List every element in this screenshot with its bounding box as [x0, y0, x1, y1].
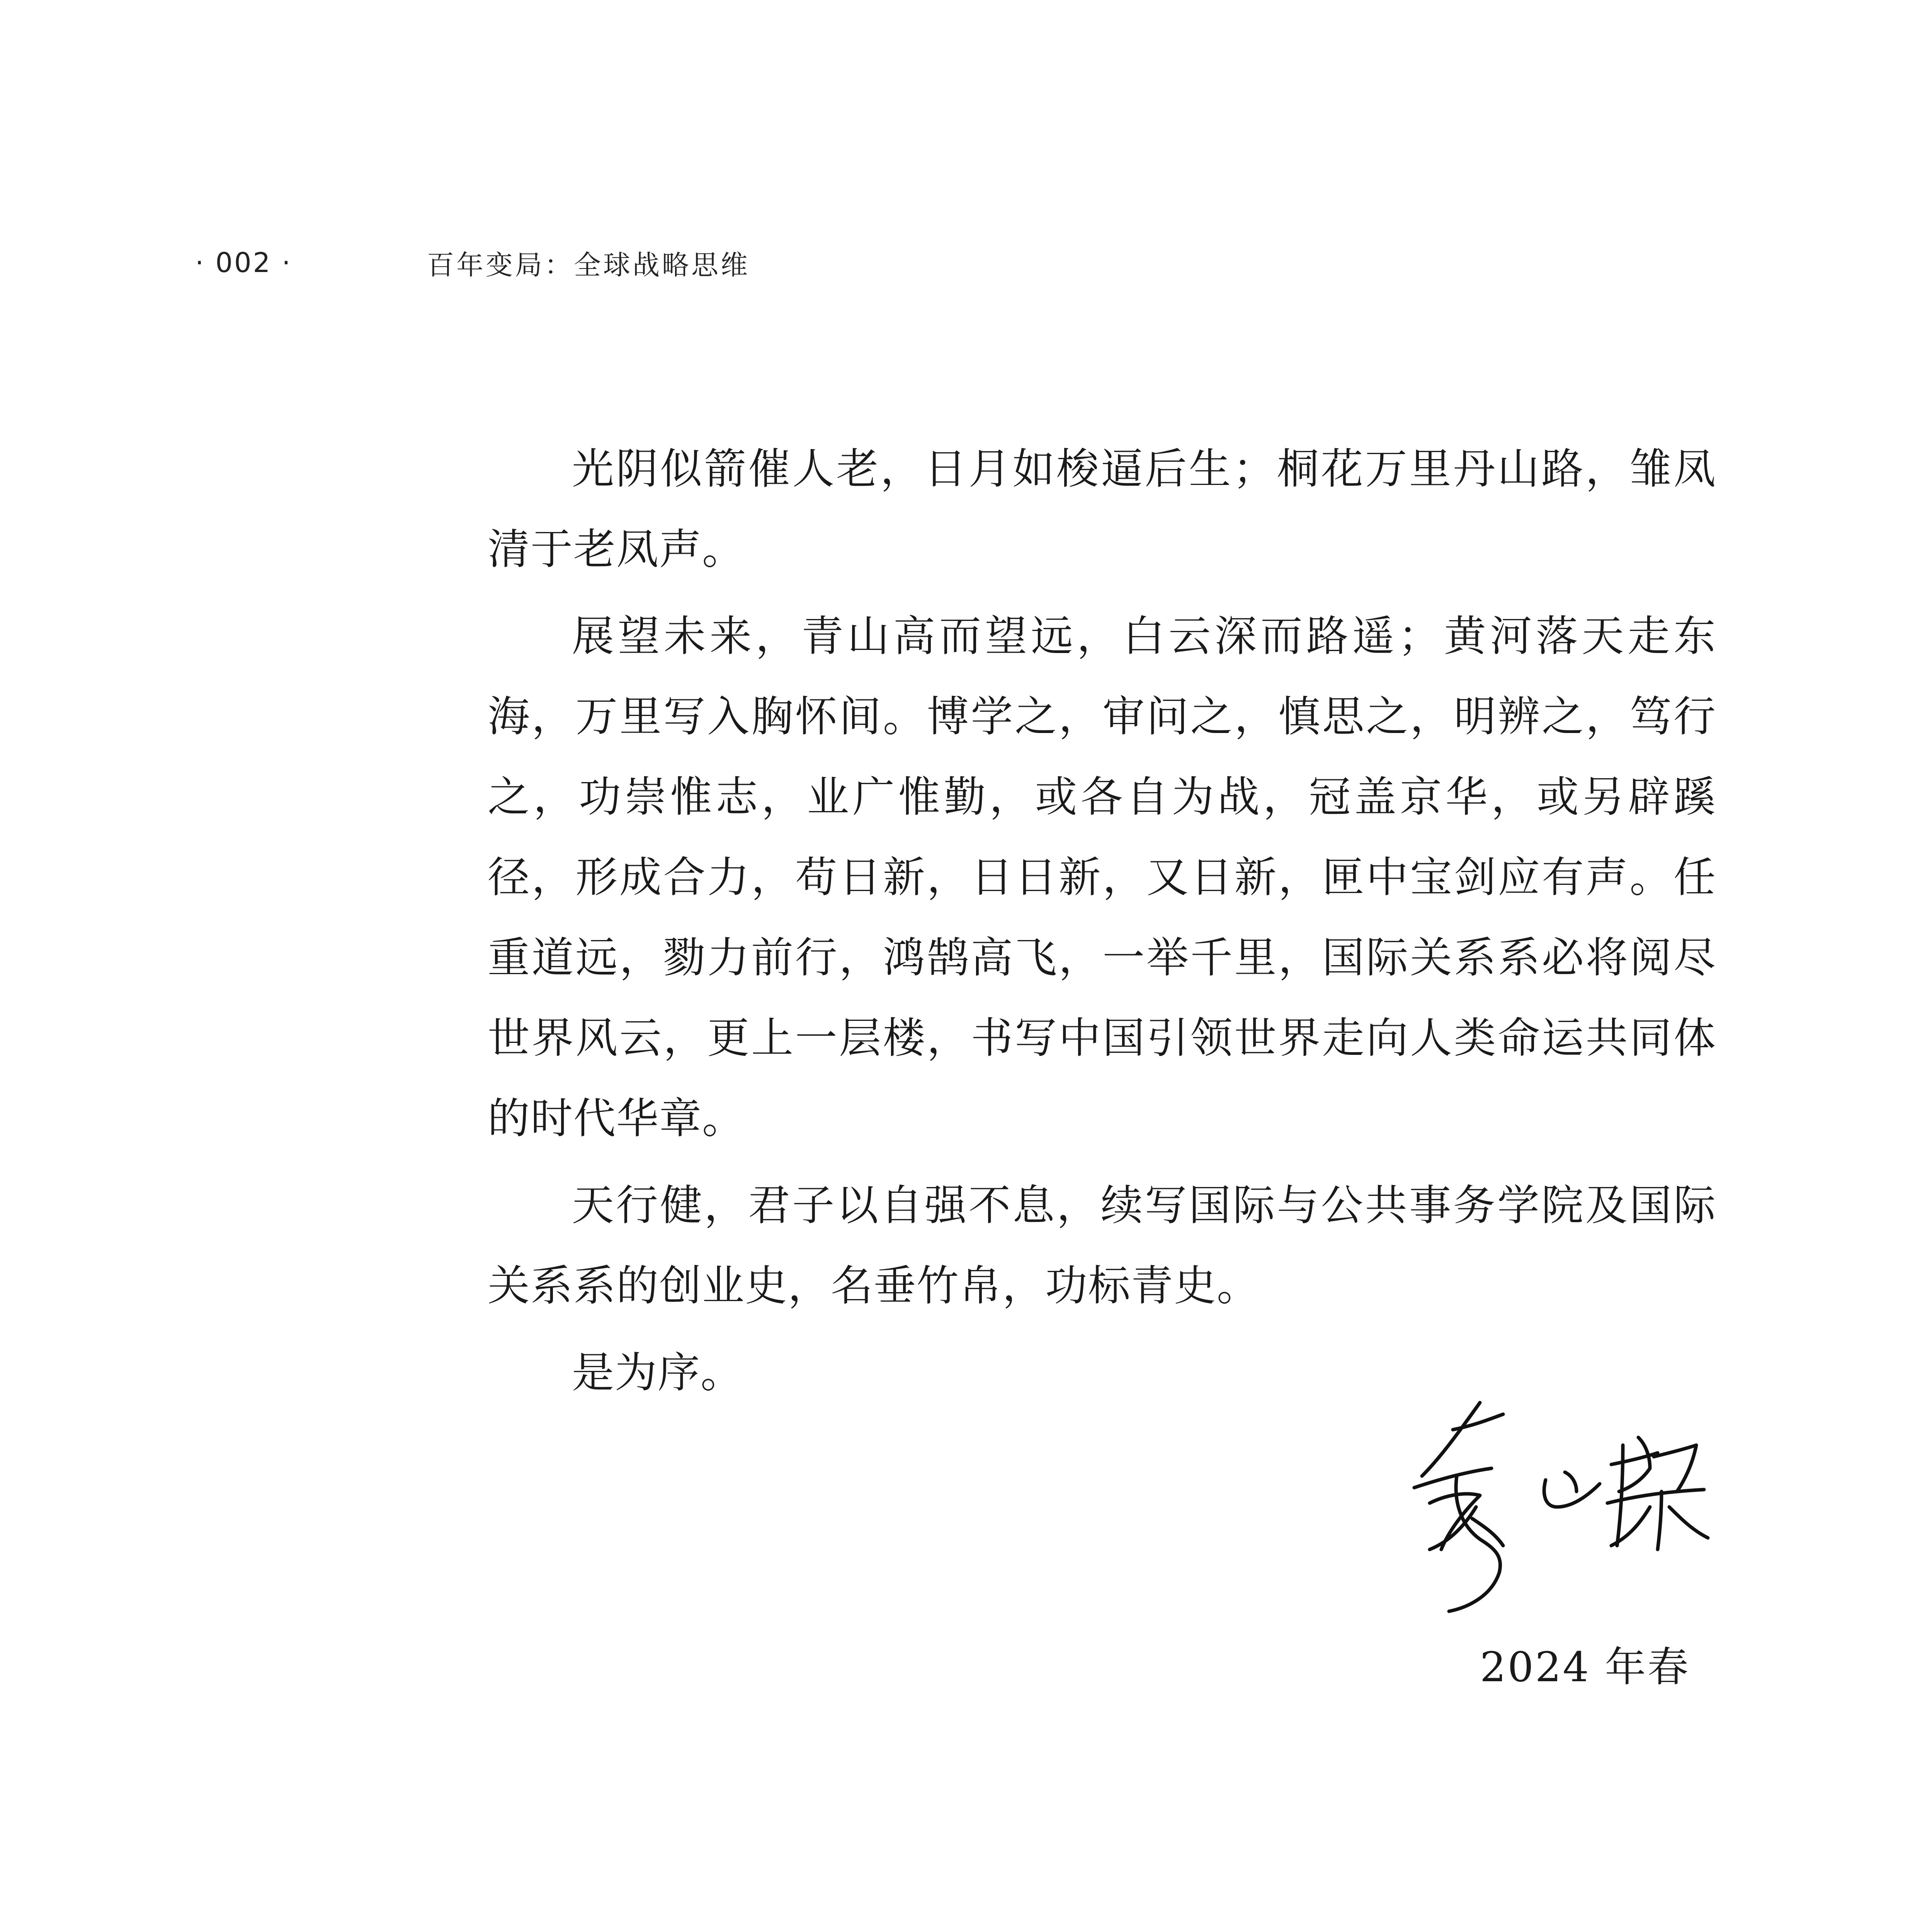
book-title: 百年变局：全球战略思维 [427, 249, 750, 281]
paragraph: 展望未来，青山高而望远，白云深而路遥；黄河落天走东海，万里写入胸怀间。博学之，审问之，慎思之，明辨之，笃行之，功崇惟志，业广惟勤，或各自为战，冠盖京华，或另辟蹊径，形成合力，苟日新，日日新，又日新，匣中宝剑应有声。任重道远，勠力前行，鸿鹄高飞，一举千里，国际关系系必将阅尽世界风云，更上一层楼，书写中国引领世界走向人类命运共同体的时代华章。 [488, 612, 1716, 1143]
paragraph: 天行健，君子以自强不息，续写国际与公共事务学院及国际关系系的创业史，名垂竹帛，功标青史。 [488, 1181, 1716, 1310]
page-number: · 002 · [195, 247, 292, 279]
paragraph: 是为序。 [572, 1348, 743, 1397]
handwritten-signature [1406, 1379, 1716, 1619]
preface-body [488, 429, 1716, 1420]
running-header [195, 240, 750, 286]
preface-date: 2024 年春 [1480, 1643, 1690, 1691]
paragraph: 光阴似箭催人老，日月如梭逼后生；桐花万里丹山路，雏凤清于老凤声。 [488, 444, 1716, 574]
